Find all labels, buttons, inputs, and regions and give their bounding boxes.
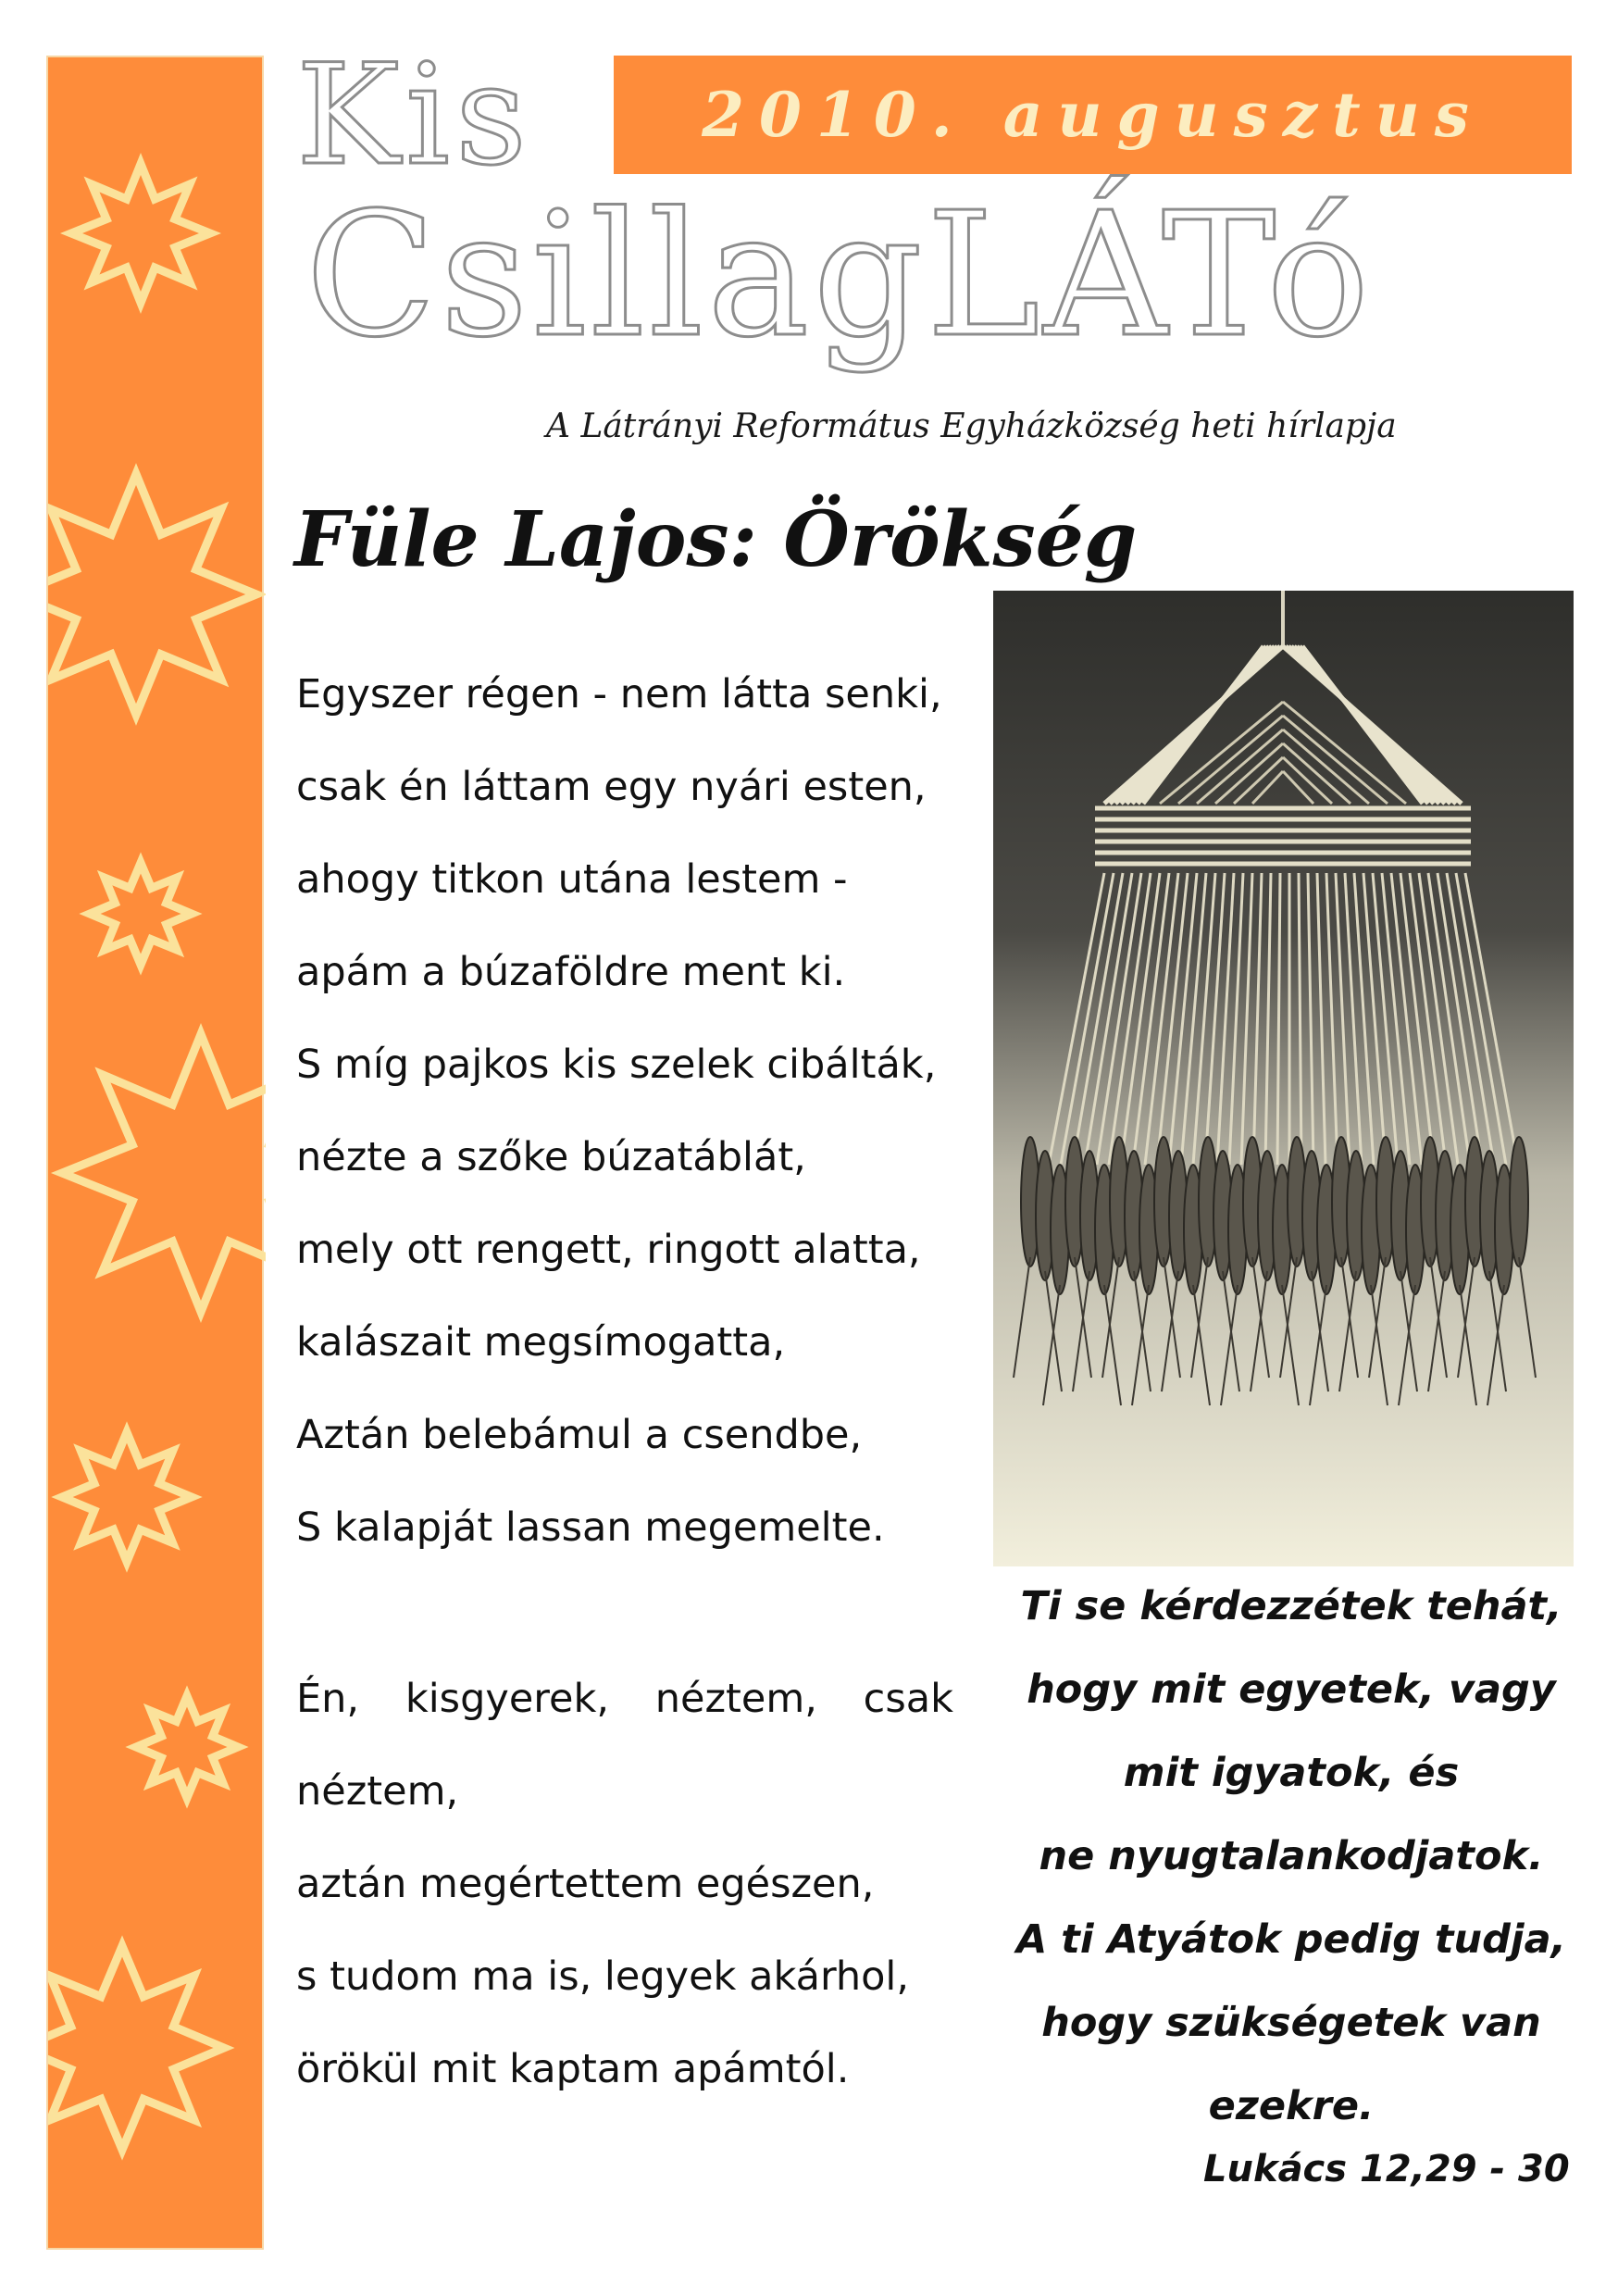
- poem-stanza-1: [296, 648, 953, 1574]
- poem-line: s tudom ma is, legyek akárhol,: [296, 1953, 910, 2000]
- quote-line: ne nyugtalankodjatok.: [1039, 1833, 1544, 1879]
- star-decorations: [48, 57, 266, 2252]
- poem-line: apám a búzaföldre ment ki.: [296, 949, 846, 995]
- poem-line: mely ott rengett, ringott alatta,: [296, 1227, 921, 1273]
- poem-line: csak én láttam egy nyári esten,: [296, 764, 927, 810]
- star-icon: [136, 1696, 238, 1798]
- poem-word: Én,: [296, 1676, 360, 1722]
- star-icon: [48, 1946, 224, 2150]
- star-icon: [62, 1432, 192, 1562]
- quote-line: A ti Atyátok pedig tudja,: [1016, 1916, 1566, 1963]
- poem-line: néztem,: [296, 1768, 459, 1815]
- poem-line: ahogy titkon utána lestem -: [296, 856, 848, 903]
- poem-title: Füle Lajos: Örökség: [294, 495, 1138, 584]
- wheat-crown-photo: [993, 591, 1574, 1566]
- poem-body: [296, 648, 953, 2115]
- masthead-kis: Kis: [296, 35, 533, 196]
- decorative-sidebar: [46, 56, 264, 2250]
- date-banner: [614, 56, 1572, 174]
- star-icon: [71, 164, 210, 303]
- wheat-head: [1510, 1137, 1528, 1267]
- poem-line: nézte a szőke búzatáblát,: [296, 1134, 806, 1180]
- poem-word: kisgyerek,: [404, 1676, 610, 1722]
- poem-stanza-2: [296, 1653, 953, 2115]
- poem-word: néztem,: [654, 1676, 817, 1722]
- poem-line: Egyszer régen - nem látta senki,: [296, 671, 942, 718]
- quote-reference: Lukács 12,29 - 30: [1203, 2148, 1570, 2190]
- poem-line: Aztán belebámul a csendbe,: [296, 1412, 863, 1458]
- publication-subtitle: A Látrányi Református Egyházközség heti hírlapja: [546, 407, 1397, 445]
- bible-quote: [972, 1565, 1611, 2148]
- photo-background: [993, 591, 1574, 1566]
- quote-line: ezekre.: [1208, 2083, 1375, 2129]
- star-icon: [62, 1034, 266, 1312]
- poem-line-justified: [296, 1653, 953, 1745]
- poem-word: csak: [863, 1676, 953, 1722]
- issue-date: 2010. augusztus: [702, 79, 1484, 151]
- quote-line: mit igyatok, és: [1123, 1750, 1460, 1796]
- star-icon: [90, 863, 192, 965]
- poem-line: örökül mit kaptam apámtól.: [296, 2046, 850, 2092]
- quote-line: Ti se kérdezzétek tehát,: [1020, 1583, 1562, 1629]
- poem-line: aztán megértettem egészen,: [296, 1861, 875, 1907]
- star-icon: [48, 474, 256, 715]
- quote-line: hogy szükségetek van: [1041, 2000, 1541, 2046]
- poem-line: S míg pajkos kis szelek cibálták,: [296, 1042, 937, 1088]
- quote-line: hogy mit egyetek, vagy: [1027, 1666, 1556, 1713]
- poem-line: kalászait megsímogatta,: [296, 1319, 786, 1366]
- poem-line: S kalapját lassan megemelte.: [296, 1504, 885, 1551]
- masthead-title: CsillagLÁTó: [305, 175, 1374, 375]
